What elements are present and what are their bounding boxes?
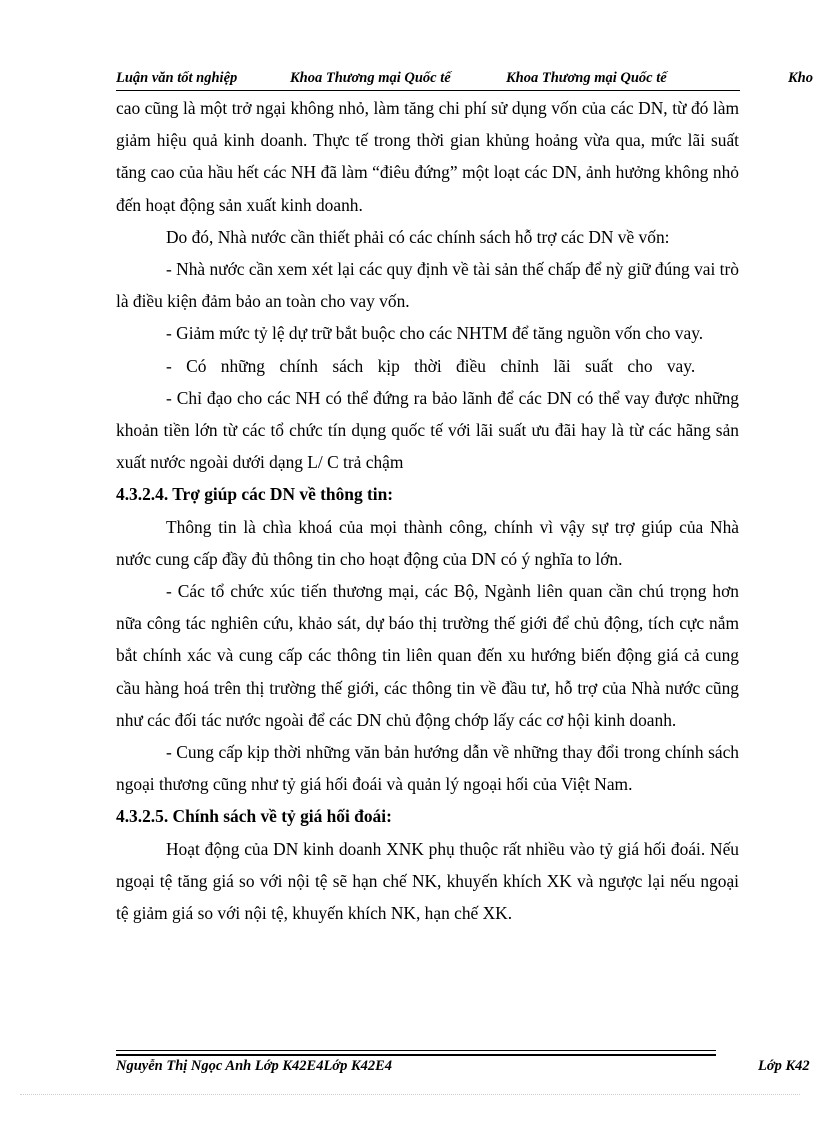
- document-body: [116, 92, 739, 929]
- footer-rule: [116, 1050, 716, 1051]
- paragraph: - Nhà nước cần xem xét lại các quy định về tài sản thế chấp để nỳ giữ đúng vai trò là điều kiện đảm bảo an toàn cho vay vốn.: [116, 259, 739, 312]
- header-thesis-label: Luận văn tốt nghiệp: [116, 70, 238, 86]
- paragraph: Thông tin là chìa khoá của mọi thành công, chính vì vậy sự trợ giúp của Nhà nước cung cấp đầy đủ thông tin cho hoạt động của DN có ý nghĩa to lớn.: [116, 516, 739, 569]
- paragraph: - Các tổ chức xúc tiến thương mại, các Bộ, Ngành liên quan cần chú trọng hơn nữa công tác nghiên cứu, khảo sát, dự báo thị trường thế giới để chủ động, tích cực nắm bắt chính xác và cung cấp các thông tin liên quan đến xu hướng biến động giá cả cung cầu hàng hoá trên thị trường thế giới, các thông tin về đầu tư, hỗ trợ của Nhà nước cũng như các đối tác nước ngoài để các DN chủ động chớp lấy các cơ hội kinh doanh.: [116, 581, 739, 730]
- section-heading: 4.3.2.4. Trợ giúp các DN về thông tin:: [116, 484, 394, 505]
- header-faculty-label: Khoa Thương mại Quốc tế: [290, 70, 451, 86]
- paragraph: - Chỉ đạo cho các NH có thể đứng ra bảo lãnh để các DN có thể vay được những khoản tiền lớn từ các tổ chức tín dụng quốc tế với lãi suất ưu đãi hay là từ các hãng sản xuất nước ngoài dưới dạng L/ C trả chậm: [116, 387, 739, 473]
- footer-author: Nguyễn Thị Ngọc Anh Lớp K42E4Lớp K42E4: [116, 1058, 393, 1074]
- paragraph: - Giảm mức tỷ lệ dự trữ bắt buộc cho các NHTM để tăng nguồn vốn cho vay.: [166, 323, 704, 344]
- header-faculty-label-truncated: Kho: [788, 70, 813, 86]
- paragraph: Do đó, Nhà nước cần thiết phải có các chính sách hỗ trợ các DN về vốn:: [166, 226, 670, 247]
- page-header: [116, 68, 816, 92]
- paragraph: - Cung cấp kịp thời những văn bản hướng dẫn về những thay đổi trong chính sách ngoại thương cũng như tỷ giá hối đoái và quản lý ngoại hối của Việt Nam.: [116, 742, 739, 795]
- footer-rule-thick: [116, 1054, 716, 1056]
- paragraph: Hoạt động của DN kinh doanh XNK phụ thuộc rất nhiều vào tỷ giá hối đoái. Nếu ngoại tệ tăng giá so với nội tệ sẽ hạn chế NK, khuyến khích XK và ngược lại nếu ngoại tệ giảm giá so với nội tệ, khuyến khích NK, hạn chế XK.: [116, 838, 739, 924]
- page-footer: [116, 1058, 816, 1080]
- header-faculty-label-repeat: Khoa Thương mại Quốc tế: [506, 70, 667, 86]
- header-rule: [116, 90, 740, 91]
- page-edge-divider: [20, 1094, 800, 1095]
- footer-class: Lớp K42: [758, 1058, 810, 1074]
- paragraph: cao cũng là một trở ngại không nhỏ, làm tăng chi phí sử dụng vốn của các DN, từ đó làm giảm hiệu quả kinh doanh. Thực tế trong thời gian khủng hoảng vừa qua, mức lãi suất tăng cao của hầu hết các NH đã làm “điêu đứng” một loạt các DN, ảnh hưởng không nhỏ đến hoạt động sản xuất kinh doanh.: [116, 98, 739, 215]
- section-heading: 4.3.2.5. Chính sách về tỷ giá hối đoái:: [116, 806, 392, 827]
- paragraph: - Có những chính sách kịp thời điều chỉnh lãi suất cho vay.: [166, 355, 696, 376]
